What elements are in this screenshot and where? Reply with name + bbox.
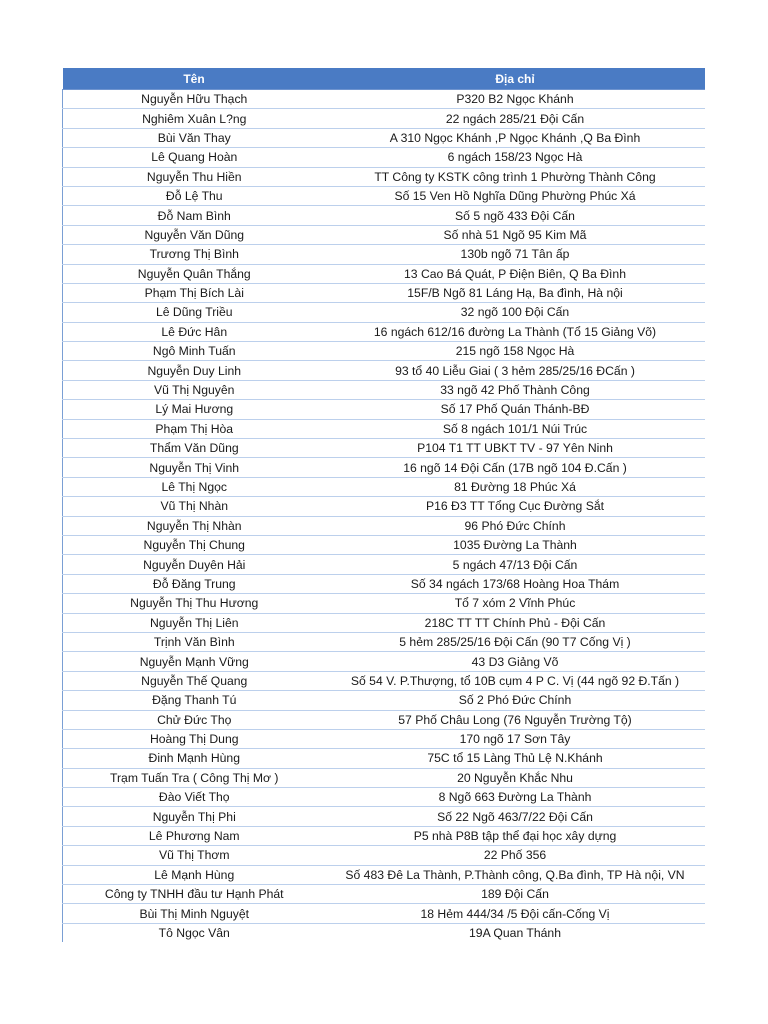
table-row [63, 264, 705, 283]
table-row [63, 497, 705, 516]
cell-name: Nguyễn Quân Thắng [63, 264, 326, 283]
cell-address: 6 ngách 158/23 Ngọc Hà [326, 148, 705, 167]
cell-name: Nghiêm Xuân L?ng [63, 109, 326, 128]
table-row [63, 865, 705, 884]
cell-name: Tô Ngọc Vân [63, 923, 326, 942]
cell-name: Chử Đức Thọ [63, 710, 326, 729]
cell-address: Số 483 Đê La Thành, P.Thành công, Q.Ba đình, TP Hà nội, VN [326, 865, 705, 884]
table-row [63, 361, 705, 380]
table-row [63, 671, 705, 690]
table-row [63, 904, 705, 923]
cell-address: 170 ngõ 17 Sơn Tây [326, 729, 705, 748]
cell-name: Nguyễn Thị Phi [63, 807, 326, 826]
cell-address: 8 Ngõ 663 Đường La Thành [326, 788, 705, 807]
cell-address: 93 tổ 40 Liễu Giai ( 3 hẻm 285/25/16 ĐCấn ) [326, 361, 705, 380]
cell-address: 5 ngách 47/13 Đội Cấn [326, 555, 705, 574]
cell-address: 22 Phố 356 [326, 846, 705, 865]
table-row [63, 458, 705, 477]
table-row [63, 342, 705, 361]
cell-address: 215 ngõ 158 Ngọc Hà [326, 342, 705, 361]
cell-name: Lê Quang Hoàn [63, 148, 326, 167]
cell-address: 130b ngõ 71 Tân ấp [326, 245, 705, 264]
cell-address: 33 ngõ 42 Phố Thành Công [326, 380, 705, 399]
cell-address: 1035 Đường La Thành [326, 535, 705, 554]
cell-name: Đinh Mạnh Hùng [63, 749, 326, 768]
table-row [63, 749, 705, 768]
cell-address: 13 Cao Bá Quát, P Điện Biên, Q Ba Đình [326, 264, 705, 283]
cell-name: Nguyễn Văn Dũng [63, 225, 326, 244]
cell-address: Số 15 Ven Hồ Nghĩa Dũng Phường Phúc Xá [326, 186, 705, 205]
cell-name: Vũ Thị Nhàn [63, 497, 326, 516]
table-row [63, 380, 705, 399]
table-row [63, 574, 705, 593]
table-row [63, 225, 705, 244]
cell-address: 19A Quan Thánh [469, 925, 561, 940]
cell-address: Số 17 Phố Quán Thánh-BĐ [326, 400, 705, 419]
cell-address: TT Công ty KSTK công trình 1 Phường Thành Công [326, 167, 705, 186]
address-sheet [62, 68, 704, 942]
table-row [63, 807, 705, 826]
cell-name: Bùi Văn Thay [63, 128, 326, 147]
table-row [63, 400, 705, 419]
cell-address: 16 ngõ 14 Đội Cấn (17B ngõ 104 Đ.Cấn ) [326, 458, 705, 477]
table-row [63, 186, 705, 205]
cell-name: Lê Dũng Triều [63, 303, 326, 322]
table-row [63, 206, 705, 225]
cell-address: 18 Hẻm 444/34 /5 Đội cấn-Cống Vị [326, 904, 705, 923]
cell-name: Nguyễn Duyên Hải [63, 555, 326, 574]
cell-address: Số 54 V. P.Thượng, tổ 10B cụm 4 P C. Vị (44 ngõ 92 Đ.Tấn ) [326, 671, 705, 690]
table-row [63, 594, 705, 613]
cell-name: Thẩm Văn Dũng [63, 439, 326, 458]
cell-name: Lê Đức Hân [63, 322, 326, 341]
table-row [63, 555, 705, 574]
table-body [63, 90, 705, 943]
cell-name: Lê Thị Ngọc [63, 477, 326, 496]
table-row [63, 419, 705, 438]
cell-name: Trịnh Văn Bình [63, 632, 326, 651]
cell-name: Lê Mạnh Hùng [63, 865, 326, 884]
cell-address: Tổ 7 xóm 2 Vĩnh Phúc [326, 594, 705, 613]
table-row [63, 826, 705, 845]
cell-name: Nguyễn Thị Thu Hương [63, 594, 326, 613]
cell-name: Nguyễn Thế Quang [63, 671, 326, 690]
cell-name: Trạm Tuấn Tra ( Công Thị Mơ ) [63, 768, 326, 787]
cell-address: Số 34 ngách 173/68 Hoàng Hoa Thám [326, 574, 705, 593]
cell-name: Đỗ Nam Bình [63, 206, 326, 225]
cell-name: Lý Mai Hương [63, 400, 326, 419]
cell-name: Nguyễn Thị Chung [63, 535, 326, 554]
cell-name: Lê Phương Nam [63, 826, 326, 845]
table-row [63, 245, 705, 264]
cell-name: Trương Thị Bình [63, 245, 326, 264]
cell-address: Số 8 ngách 101/1 Núi Trúc [326, 419, 705, 438]
cell-address: 15F/B Ngõ 81 Láng Hạ, Ba đình, Hà nội [326, 283, 705, 302]
table-row [63, 710, 705, 729]
cell-name: Đỗ Đăng Trung [63, 574, 326, 593]
cell-address: 218C TT TT Chính Phủ - Đội Cấn [326, 613, 705, 632]
cell-address: 20 Nguyễn Khắc Nhu [326, 768, 705, 787]
table-row [63, 516, 705, 535]
cell-address: P104 T1 TT UBKT TV - 97 Yên Ninh [326, 439, 705, 458]
cell-name: Ngô Minh Tuấn [63, 342, 326, 361]
cell-name: Hoàng Thị Dung [63, 729, 326, 748]
table-row [63, 283, 705, 302]
table-row [63, 846, 705, 865]
table-row [63, 613, 705, 632]
cell-address: 16 ngách 612/16 đường La Thành (Tổ 15 Giảng Võ) [326, 322, 705, 341]
cell-address: 189 Đội Cấn [326, 885, 705, 904]
cell-name: Bùi Thị Minh Nguyệt [63, 904, 326, 923]
table-row [63, 729, 705, 748]
cell-address: A 310 Ngọc Khánh ,P Ngọc Khánh ,Q Ba Đình [326, 128, 705, 147]
table-row [63, 535, 705, 554]
header-row [63, 68, 705, 90]
cell-address: P320 B2 Ngọc Khánh [326, 90, 705, 109]
cell-name: Nguyễn Duy Linh [63, 361, 326, 380]
cell-name: Công ty TNHH đầu tư Hạnh Phát [63, 885, 326, 904]
cell-name: Nguyễn Mạnh Vững [63, 652, 326, 671]
cell-address: P5 nhà P8B tập thể đại học xây dựng [326, 826, 705, 845]
table-row [63, 691, 705, 710]
cell-address: P16 Đ3 TT Tổng Cục Đường Sắt [326, 497, 705, 516]
cell-address: Số nhà 51 Ngõ 95 Kim Mã [326, 225, 705, 244]
table-row [63, 788, 705, 807]
table-row [63, 167, 705, 186]
cell-address: 22 ngách 285/21 Đội Cấn [326, 109, 705, 128]
cell-address: 75C tổ 15 Làng Thủ Lệ N.Khánh [326, 749, 705, 768]
cell-address: 57 Phố Châu Long (76 Nguyễn Trường Tộ) [326, 710, 705, 729]
cell-name: Đặng Thanh Tú [63, 691, 326, 710]
cell-name: Vũ Thị Nguyên [63, 380, 326, 399]
header-name: Tên [63, 68, 326, 90]
table-row [63, 148, 705, 167]
header-address: Địa chỉ [326, 68, 705, 90]
cell-name: Phạm Thị Hòa [63, 419, 326, 438]
cell-name: Nguyễn Thu Hiền [63, 167, 326, 186]
cell-address: 5 hẻm 285/25/16 Đội Cấn (90 T7 Cống Vị ) [326, 632, 705, 651]
cell-address: Số 5 ngõ 433 Đội Cấn [326, 206, 705, 225]
table-row [63, 885, 705, 904]
cell-address: Số 2 Phó Đức Chính [326, 691, 705, 710]
cell-address: 32 ngõ 100 Đội Cấn [326, 303, 705, 322]
table-row [63, 109, 705, 128]
cell-name: Nguyễn Thị Vinh [63, 458, 326, 477]
table-row [63, 477, 705, 496]
cell-address: 96 Phó Đức Chính [326, 516, 705, 535]
cell-name: Nguyễn Thị Nhàn [63, 516, 326, 535]
table-row [63, 303, 705, 322]
cell-name: Đỗ Lệ Thu [63, 186, 326, 205]
table-row [63, 128, 705, 147]
table-row [63, 90, 705, 109]
table-row [63, 923, 705, 942]
cell-name: Phạm Thị Bích Lài [63, 283, 326, 302]
table-row [63, 632, 705, 651]
table-row [63, 322, 705, 341]
cell-address: Số 22 Ngõ 463/7/22 Đội Cấn [326, 807, 705, 826]
table-row [63, 652, 705, 671]
cell-address: 81 Đường 18 Phúc Xá [326, 477, 705, 496]
table-row [63, 439, 705, 458]
cell-address: 43 D3 Giảng Võ [326, 652, 705, 671]
cell-name: Nguyễn Thị Liên [63, 613, 326, 632]
cell-name: Nguyễn Hữu Thạch [63, 90, 326, 109]
cell-name: Vũ Thị Thơm [63, 846, 326, 865]
address-table [62, 68, 705, 942]
cell-name: Đào Viết Thọ [63, 788, 326, 807]
table-row [63, 768, 705, 787]
